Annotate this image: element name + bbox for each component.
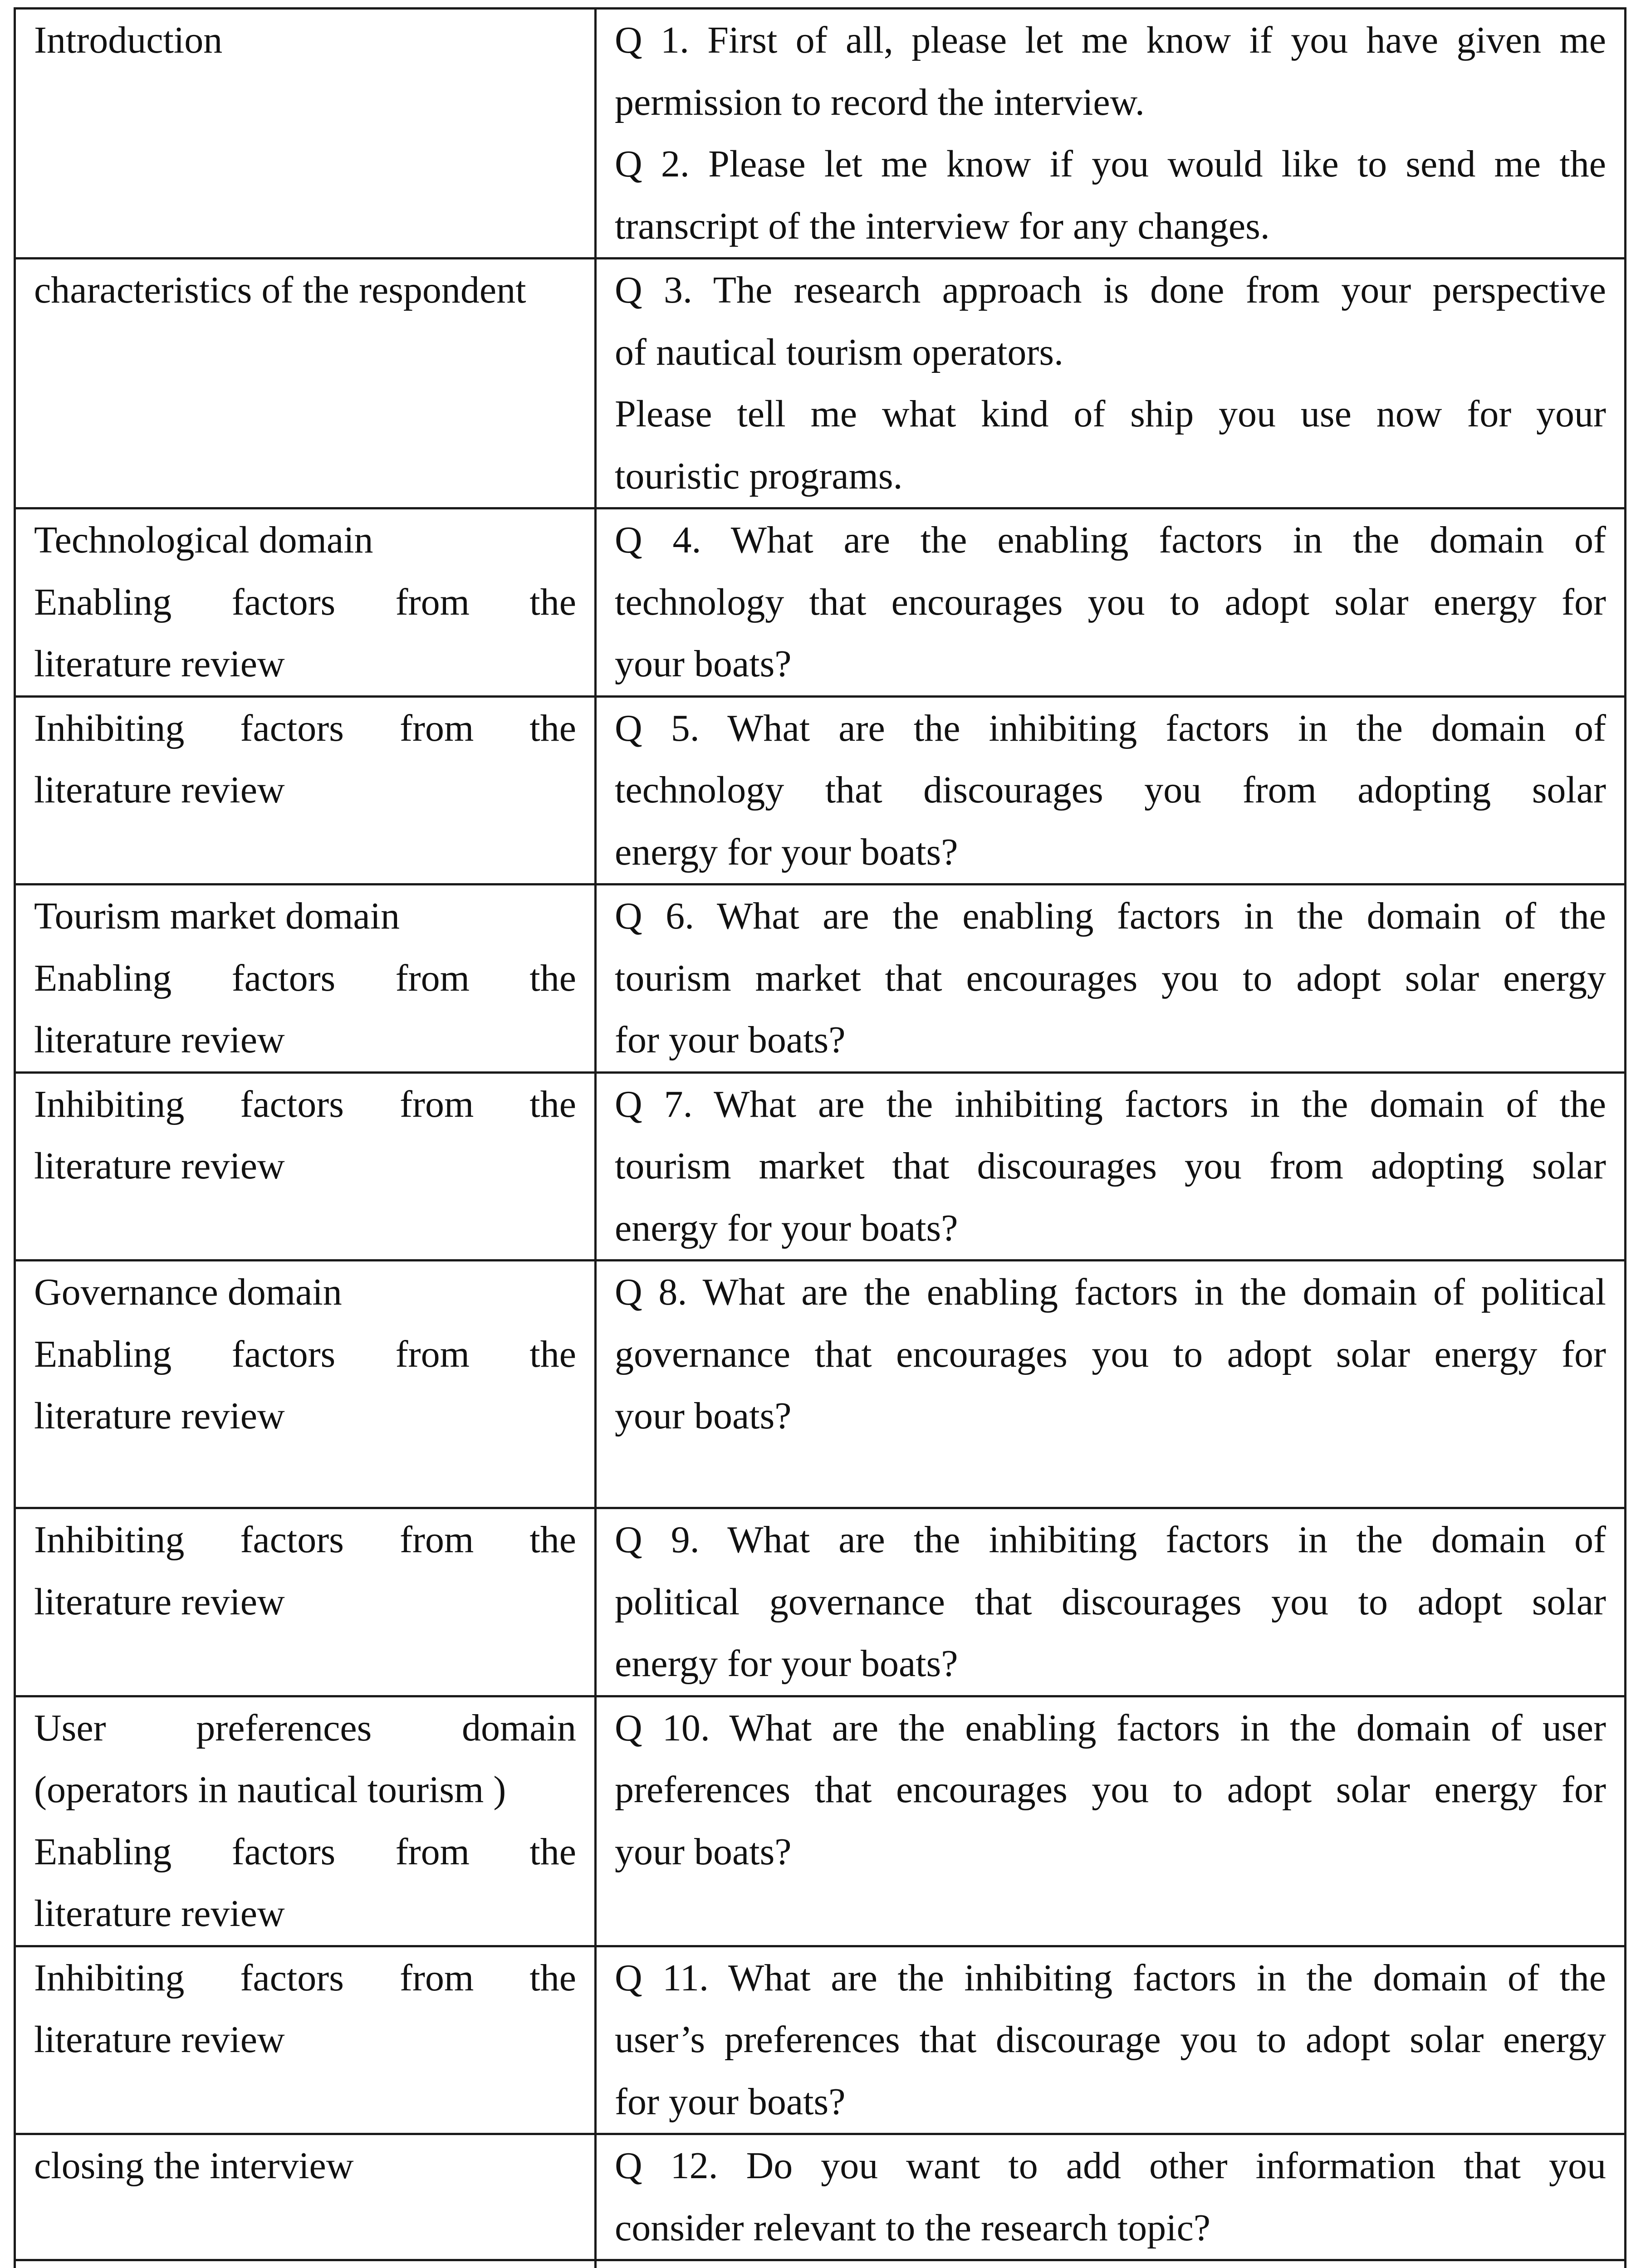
topic-line: literature review bbox=[34, 2019, 285, 2061]
question-line: Q 4. What are the enabling factors in the domain of bbox=[615, 519, 1606, 561]
topic-line: Enabling factors from the bbox=[34, 581, 576, 623]
topic-line: Introduction bbox=[34, 19, 223, 61]
question-cell bbox=[596, 1261, 1626, 1508]
question-line: Q 1. First of all, please let me know if you have given me bbox=[615, 19, 1606, 61]
question-line: tourism market that discourages you from adopting solar bbox=[615, 1145, 1606, 1187]
topic-cell bbox=[15, 1508, 596, 1696]
topic-line: Technological domain bbox=[34, 519, 373, 561]
topic-cell bbox=[15, 9, 596, 259]
topic-line: literature review bbox=[34, 1580, 285, 1623]
question-cell bbox=[596, 1946, 1626, 2134]
question-line: tourism market that encourages you to adopt solar energy bbox=[615, 957, 1606, 999]
question-line: preferences that encourages you to adopt solar energy for bbox=[615, 1769, 1606, 1811]
topic-line: User preferences domain bbox=[34, 1706, 576, 1749]
question-cell bbox=[596, 1696, 1626, 1946]
question-line: political governance that discourages you to adopt solar bbox=[615, 1580, 1606, 1623]
table-row bbox=[15, 1508, 1626, 1696]
table-row bbox=[15, 885, 1626, 1073]
question-line: energy for your boats? bbox=[615, 1207, 958, 1249]
question-line: energy for your boats? bbox=[615, 1642, 958, 1685]
topic-line: Enabling factors from the bbox=[34, 1333, 576, 1375]
question-line: user’s preferences that discourage you to adopt solar energy bbox=[615, 2019, 1606, 2061]
topic-cell bbox=[15, 885, 596, 1073]
question-line: for your boats? bbox=[615, 2080, 846, 2123]
question-line: Q 3. The research approach is done from your perspective bbox=[615, 269, 1606, 311]
topic-cell bbox=[15, 1946, 596, 2134]
table-row bbox=[15, 1261, 1626, 1508]
question-line: Q 8. What are the enabling factors in the domain of political bbox=[615, 1271, 1606, 1313]
table-row bbox=[15, 696, 1626, 885]
question-cell bbox=[596, 508, 1626, 697]
table-row bbox=[15, 1072, 1626, 1261]
topic-line: Enabling factors from the bbox=[34, 1830, 576, 1873]
question-line: for your boats? bbox=[615, 1019, 846, 1061]
table-row bbox=[15, 2134, 1626, 2260]
topic-cell bbox=[15, 1261, 596, 1508]
table-row bbox=[15, 1946, 1626, 2134]
topic-cell bbox=[15, 1696, 596, 1946]
question-line: transcript of the interview for any changes. bbox=[615, 205, 1270, 247]
question-line: Q 11. What are the inhibiting factors in the domain of the bbox=[615, 1956, 1606, 1999]
topic-line: Inhibiting factors from the bbox=[34, 1083, 576, 1125]
question-cell bbox=[596, 1072, 1626, 1261]
topic-line: Inhibiting factors from the bbox=[34, 1519, 576, 1561]
question-line: consider relevant to the research topic? bbox=[615, 2206, 1211, 2249]
question-line: your boats? bbox=[615, 1830, 792, 1873]
question-line: Q 9. What are the inhibiting factors in the domain of bbox=[615, 1519, 1606, 1561]
question-cell bbox=[596, 2134, 1626, 2260]
topic-line: Governance domain bbox=[34, 1271, 342, 1313]
question-line: Q 10. What are the enabling factors in the domain of user bbox=[615, 1706, 1606, 1749]
question-line: your boats? bbox=[615, 1395, 792, 1437]
question-line bbox=[615, 2261, 1606, 2268]
topic-line: Tourism market domain bbox=[34, 895, 400, 937]
question-cell bbox=[596, 9, 1626, 259]
question-line: of nautical tourism operators. bbox=[615, 331, 1064, 373]
topic-line: literature review bbox=[34, 1892, 285, 1935]
topic-line: (operators in nautical tourism ) bbox=[34, 1769, 506, 1811]
topic-line: Inhibiting factors from the bbox=[34, 1956, 576, 1999]
question-line: Q 12. Do you want to add other information that you bbox=[615, 2145, 1606, 2187]
table-row bbox=[15, 508, 1626, 697]
question-line: Q 5. What are the inhibiting factors in the domain of bbox=[615, 707, 1606, 749]
question-cell bbox=[596, 696, 1626, 885]
question-line: technology that discourages you from adopting solar bbox=[615, 769, 1606, 811]
question-line: Q 6. What are the enabling factors in the domain of the bbox=[615, 895, 1606, 937]
topic-cell bbox=[15, 1072, 596, 1261]
topic-cell bbox=[15, 2260, 596, 2268]
table-row bbox=[15, 2260, 1626, 2268]
question-line: Please tell me what kind of ship you use now for your bbox=[615, 393, 1606, 435]
topic-line: Inhibiting factors from the bbox=[34, 707, 576, 749]
question-line: Q 7. What are the inhibiting factors in the domain of the bbox=[615, 1083, 1606, 1125]
question-line: your boats? bbox=[615, 643, 792, 685]
question-line: Q 2. Please let me know if you would like to send me the bbox=[615, 143, 1606, 185]
topic-line: Enabling factors from the bbox=[34, 957, 576, 999]
question-cell bbox=[596, 885, 1626, 1073]
table-row bbox=[15, 9, 1626, 259]
question-line: technology that encourages you to adopt solar energy for bbox=[615, 581, 1606, 623]
topic-cell bbox=[15, 508, 596, 697]
topic-line: literature review bbox=[34, 1395, 285, 1437]
question-cell bbox=[596, 259, 1626, 508]
topic-cell bbox=[15, 259, 596, 508]
topic-line: literature review bbox=[34, 1019, 285, 1061]
question-cell bbox=[596, 2260, 1626, 2268]
topic-line: closing the interview bbox=[34, 2145, 354, 2187]
question-line: permission to record the interview. bbox=[615, 81, 1145, 123]
topic-cell bbox=[15, 696, 596, 885]
topic-line: literature review bbox=[34, 769, 285, 811]
table-body bbox=[15, 9, 1626, 2268]
question-line: energy for your boats? bbox=[615, 831, 958, 873]
topic-line: literature review bbox=[34, 1145, 285, 1187]
question-line: governance that encourages you to adopt solar energy for bbox=[615, 1333, 1606, 1375]
question-cell bbox=[596, 1508, 1626, 1696]
topic-line: characteristics of the respondent bbox=[34, 269, 526, 311]
question-line: touristic programs. bbox=[615, 455, 903, 497]
topic-line: literature review bbox=[34, 643, 285, 685]
topic-cell bbox=[15, 2134, 596, 2260]
table-row bbox=[15, 1696, 1626, 1946]
table-row bbox=[15, 259, 1626, 508]
interview-guide-table bbox=[14, 7, 1626, 2268]
